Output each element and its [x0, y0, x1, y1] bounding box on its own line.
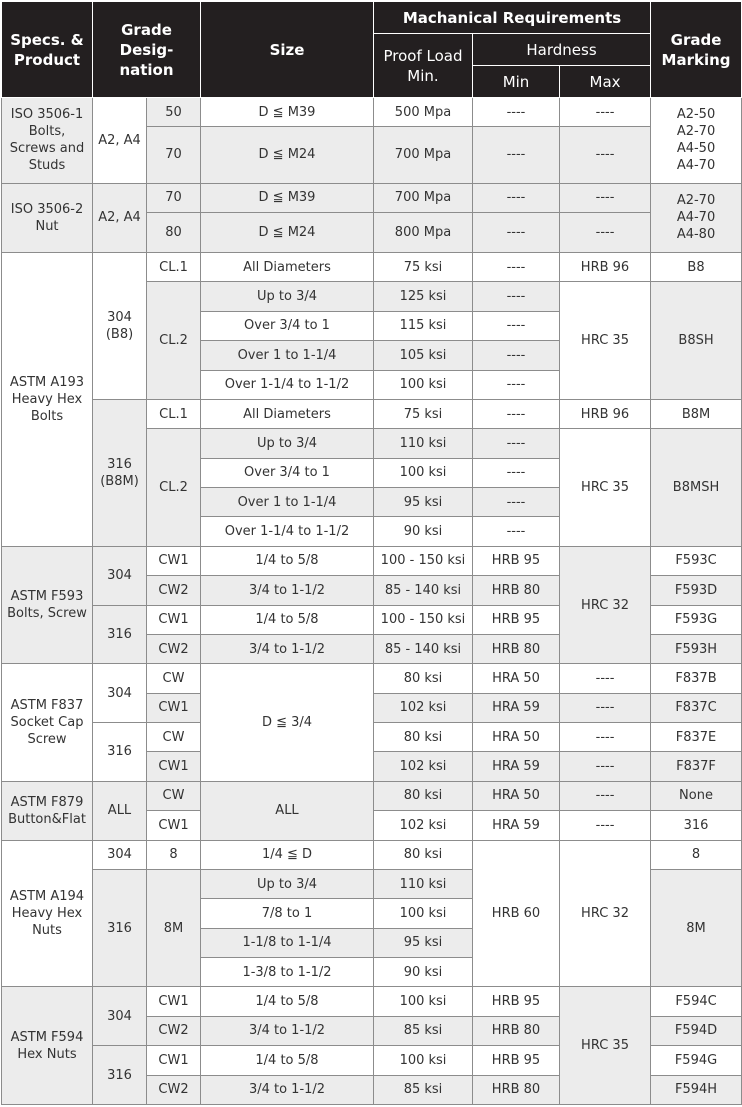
size-cell: 1-3/8 to 1-1/2: [201, 958, 374, 987]
grade-sub: 50: [147, 98, 201, 127]
grade-sub: CW1: [147, 752, 201, 781]
hardness-min-cell: ----: [473, 488, 560, 517]
grade-designation: 304: [93, 546, 147, 605]
class-cell: CL.2: [147, 429, 201, 547]
hardness-min-cell: ----: [473, 458, 560, 487]
proof-load-cell: 90 ksi: [374, 958, 473, 987]
proof-load-cell: 500 Mpa: [374, 98, 473, 127]
table-row: [2, 840, 742, 869]
grade-marking-cell: F837E: [651, 723, 742, 752]
product-name: ASTM F879 Button&Flat: [2, 781, 93, 840]
grade-sub: CW1: [147, 811, 201, 840]
proof-load-cell: 80 ksi: [374, 840, 473, 869]
size-cell: 7/8 to 1: [201, 899, 374, 928]
proof-load-cell: 110 ksi: [374, 869, 473, 898]
size-cell: Over 3/4 to 1: [201, 458, 374, 487]
size-cell: Over 1 to 1-1/4: [201, 488, 374, 517]
hardness-min-cell: HRB 95: [473, 987, 560, 1016]
size-cell: Over 1 to 1-1/4: [201, 341, 374, 370]
hardness-min-cell: HRB 80: [473, 576, 560, 605]
hardness-min-cell: HRA 59: [473, 693, 560, 722]
grade-sub: CW2: [147, 1016, 201, 1045]
hardness-max-cell: ----: [560, 183, 651, 212]
hardness-min-cell: ----: [473, 370, 560, 399]
proof-load-cell: 115 ksi: [374, 311, 473, 340]
proof-load-cell: 85 - 140 ksi: [374, 576, 473, 605]
hardness-min-cell: HRA 50: [473, 781, 560, 810]
proof-load-cell: 102 ksi: [374, 752, 473, 781]
hardness-max-cell: ----: [560, 98, 651, 127]
class-cell: CL.1: [147, 253, 201, 282]
header-specs-product: Specs. & Product: [2, 2, 93, 98]
size-cell: 1-1/8 to 1-1/4: [201, 928, 374, 957]
grade-marking-cell: [651, 183, 742, 252]
proof-load-cell: 102 ksi: [374, 693, 473, 722]
hardness-min-cell: HRA 59: [473, 811, 560, 840]
hardness-max-cell: ----: [560, 693, 651, 722]
grade-designation: ALL: [93, 781, 147, 840]
hardness-min-cell: ----: [473, 341, 560, 370]
grade-designation: 304: [93, 664, 147, 723]
grade-sub: CW1: [147, 546, 201, 575]
hardness-max-cell: HRC 32: [560, 546, 651, 664]
grade-sub: CW1: [147, 1046, 201, 1075]
product-name: ASTM A193 Heavy Hex Bolts: [2, 253, 93, 547]
grade-marking-line: A4-80: [676, 227, 716, 243]
hardness-max-cell: ----: [560, 127, 651, 183]
grade-marking-line: A4-70: [676, 158, 716, 174]
grade-designation: A2, A4: [93, 183, 147, 252]
grade-designation: 304 (B8): [93, 253, 147, 400]
hardness-min-cell: HRA 50: [473, 664, 560, 693]
size-cell: D ≦ M24: [201, 127, 374, 183]
table-row: [2, 98, 742, 127]
proof-load-cell: 100 ksi: [374, 899, 473, 928]
size-cell: Up to 3/4: [201, 429, 374, 458]
hardness-min-cell: ----: [473, 212, 560, 252]
product-name: ASTM F837 Socket Cap Screw: [2, 664, 93, 782]
grade-marking-cell: F593D: [651, 576, 742, 605]
size-cell: 3/4 to 1-1/2: [201, 634, 374, 663]
grade-marking-line: A2-70: [676, 124, 716, 140]
hardness-min-cell: HRB 80: [473, 634, 560, 663]
hardness-min-cell: ----: [473, 183, 560, 212]
grade-marking-cell: F594G: [651, 1046, 742, 1075]
size-cell: 3/4 to 1-1/2: [201, 576, 374, 605]
table-body: [2, 98, 742, 1105]
grade-sub: CW2: [147, 1075, 201, 1105]
class-cell: CL.2: [147, 282, 201, 400]
hardness-max-cell: ----: [560, 781, 651, 810]
grade-marking-cell: [651, 98, 742, 184]
grade-designation: 304: [93, 840, 147, 869]
hardness-max-cell: HRC 32: [560, 840, 651, 987]
grade-marking-cell: 8M: [651, 869, 742, 987]
proof-load-cell: 80 ksi: [374, 723, 473, 752]
header-grade-marking: Grade Marking: [651, 2, 742, 98]
proof-load-cell: 80 ksi: [374, 664, 473, 693]
table-row: [2, 781, 742, 810]
proof-load-cell: 105 ksi: [374, 341, 473, 370]
header-size: Size: [201, 2, 374, 98]
size-cell: Over 1-1/4 to 1-1/2: [201, 370, 374, 399]
grade-sub: 70: [147, 127, 201, 183]
table-row: [2, 183, 742, 212]
grade-sub: CW2: [147, 576, 201, 605]
size-cell: 3/4 to 1-1/2: [201, 1016, 374, 1045]
hardness-max-cell: ----: [560, 811, 651, 840]
grade-marking-cell: B8MSH: [651, 429, 742, 547]
grade-marking-line: A2-50: [676, 107, 716, 123]
size-cell: D ≦ 3/4: [201, 664, 374, 782]
grade-sub: CW1: [147, 605, 201, 634]
hardness-max-cell: HRC 35: [560, 987, 651, 1105]
grade-sub: CW: [147, 723, 201, 752]
grade-marking-cell: F594H: [651, 1075, 742, 1105]
grade-sub: 8: [147, 840, 201, 869]
hardness-max-cell: HRC 35: [560, 282, 651, 400]
proof-load-cell: 75 ksi: [374, 399, 473, 428]
proof-load-cell: 100 - 150 ksi: [374, 605, 473, 634]
product-name: ASTM F593 Bolts, Screw: [2, 546, 93, 664]
size-cell: 3/4 to 1-1/2: [201, 1075, 374, 1105]
proof-load-cell: 110 ksi: [374, 429, 473, 458]
proof-load-cell: 100 ksi: [374, 458, 473, 487]
proof-load-cell: 95 ksi: [374, 928, 473, 957]
header-mechanical-requirements: Machanical Requirements: [374, 2, 651, 34]
proof-load-cell: 800 Mpa: [374, 212, 473, 252]
table-row: [2, 253, 742, 282]
product-name: ISO 3506-1 Bolts, Screws and Studs: [2, 98, 93, 184]
proof-load-cell: 75 ksi: [374, 253, 473, 282]
grade-marking-cell: F594C: [651, 987, 742, 1016]
size-cell: Over 3/4 to 1: [201, 311, 374, 340]
grade-sub: CW1: [147, 987, 201, 1016]
grade-marking-cell: B8SH: [651, 282, 742, 400]
size-cell: All Diameters: [201, 399, 374, 428]
hardness-min-cell: HRA 50: [473, 723, 560, 752]
table-row: [2, 664, 742, 693]
hardness-min-cell: ----: [473, 311, 560, 340]
grade-designation: 316: [93, 605, 147, 664]
hardness-min-cell: HRB 80: [473, 1016, 560, 1045]
size-cell: D ≦ M24: [201, 212, 374, 252]
grade-designation: 316: [93, 1046, 147, 1105]
hardness-min-cell: HRB 95: [473, 605, 560, 634]
hardness-min-cell: ----: [473, 98, 560, 127]
class-cell: CL.1: [147, 399, 201, 428]
grade-designation: 316: [93, 723, 147, 782]
grade-marking-cell: B8: [651, 253, 742, 282]
hardness-min-cell: HRB 60: [473, 840, 560, 987]
grade-marking-cell: F593G: [651, 605, 742, 634]
product-name: ISO 3506-2 Nut: [2, 183, 93, 252]
table-row: [2, 546, 742, 575]
hardness-min-cell: ----: [473, 399, 560, 428]
grade-sub: 80: [147, 212, 201, 252]
proof-load-cell: 85 ksi: [374, 1016, 473, 1045]
grade-marking-cell: F593C: [651, 546, 742, 575]
grade-marking-line: A4-70: [676, 210, 716, 226]
hardness-min-cell: ----: [473, 429, 560, 458]
hardness-max-cell: HRC 35: [560, 429, 651, 547]
grade-designation: 316 (B8M): [93, 399, 147, 546]
hardness-min-cell: HRA 59: [473, 752, 560, 781]
header-proof-load: Proof Load Min.: [374, 34, 473, 98]
proof-load-cell: 90 ksi: [374, 517, 473, 546]
proof-load-cell: 700 Mpa: [374, 127, 473, 183]
hardness-max-cell: ----: [560, 212, 651, 252]
hardness-min-cell: ----: [473, 253, 560, 282]
grade-designation: 316: [93, 869, 147, 987]
table-row: [2, 399, 742, 428]
grade-sub: CW1: [147, 693, 201, 722]
proof-load-cell: 700 Mpa: [374, 183, 473, 212]
grade-marking-cell: F837B: [651, 664, 742, 693]
hardness-max-cell: HRB 96: [560, 253, 651, 282]
proof-load-cell: 100 ksi: [374, 987, 473, 1016]
header-hardness-min: Min: [473, 66, 560, 98]
proof-load-cell: 85 - 140 ksi: [374, 634, 473, 663]
hardness-min-cell: ----: [473, 517, 560, 546]
grade-marking-cell: None: [651, 781, 742, 810]
size-cell: D ≦ M39: [201, 183, 374, 212]
grade-marking-line: A2-70: [676, 193, 716, 209]
hardness-min-cell: ----: [473, 282, 560, 311]
size-cell: ALL: [201, 781, 374, 840]
proof-load-cell: 102 ksi: [374, 811, 473, 840]
header-hardness-max: Max: [560, 66, 651, 98]
proof-load-cell: 100 - 150 ksi: [374, 546, 473, 575]
size-cell: 1/4 to 5/8: [201, 987, 374, 1016]
grade-marking-cell: F593H: [651, 634, 742, 663]
hardness-max-cell: ----: [560, 664, 651, 693]
size-cell: 1/4 to 5/8: [201, 1046, 374, 1075]
grade-marking-cell: 8: [651, 840, 742, 869]
grade-marking-cell: F594D: [651, 1016, 742, 1045]
hardness-min-cell: ----: [473, 127, 560, 183]
product-name: ASTM F594 Hex Nuts: [2, 987, 93, 1105]
grade-marking-cell: F837C: [651, 693, 742, 722]
header-hardness: Hardness: [473, 34, 651, 66]
grade-sub: CW: [147, 781, 201, 810]
size-cell: Up to 3/4: [201, 869, 374, 898]
product-name: ASTM A194 Heavy Hex Nuts: [2, 840, 93, 987]
header-grade-designation: Grade Desig-nation: [93, 2, 201, 98]
hardness-max-cell: HRB 96: [560, 399, 651, 428]
size-cell: Over 1-1/4 to 1-1/2: [201, 517, 374, 546]
proof-load-cell: 80 ksi: [374, 781, 473, 810]
grade-designation: A2, A4: [93, 98, 147, 184]
hardness-min-cell: HRB 95: [473, 1046, 560, 1075]
size-cell: D ≦ M39: [201, 98, 374, 127]
table-row: [2, 987, 742, 1016]
proof-load-cell: 125 ksi: [374, 282, 473, 311]
grade-sub: 70: [147, 183, 201, 212]
size-cell: 1/4 ≦ D: [201, 840, 374, 869]
hardness-min-cell: HRB 95: [473, 546, 560, 575]
size-cell: 1/4 to 5/8: [201, 546, 374, 575]
size-cell: Up to 3/4: [201, 282, 374, 311]
proof-load-cell: 85 ksi: [374, 1075, 473, 1105]
grade-marking-line: A4-50: [676, 141, 716, 157]
size-cell: All Diameters: [201, 253, 374, 282]
grade-sub: 8M: [147, 869, 201, 987]
grade-sub: CW2: [147, 634, 201, 663]
grade-marking-cell: B8M: [651, 399, 742, 428]
grade-sub: CW: [147, 664, 201, 693]
grade-marking-cell: 316: [651, 811, 742, 840]
specifications-table: [1, 1, 742, 1105]
hardness-max-cell: ----: [560, 752, 651, 781]
grade-designation: 304: [93, 987, 147, 1046]
proof-load-cell: 100 ksi: [374, 1046, 473, 1075]
hardness-max-cell: ----: [560, 723, 651, 752]
proof-load-cell: 95 ksi: [374, 488, 473, 517]
grade-marking-cell: F837F: [651, 752, 742, 781]
hardness-min-cell: HRB 80: [473, 1075, 560, 1105]
size-cell: 1/4 to 5/8: [201, 605, 374, 634]
proof-load-cell: 100 ksi: [374, 370, 473, 399]
